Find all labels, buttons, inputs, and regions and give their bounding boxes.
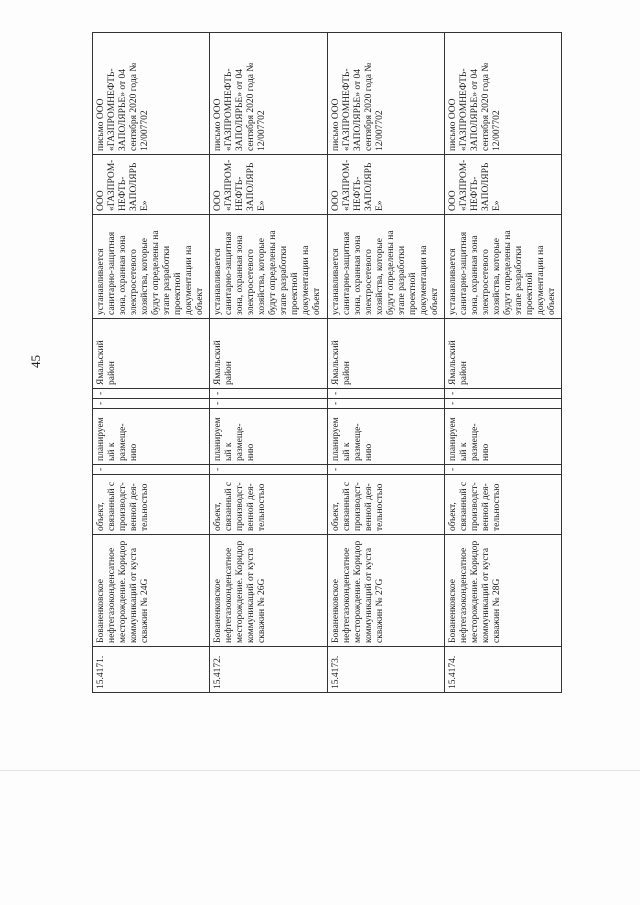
dash-cell: -	[327, 389, 444, 399]
object-name: Бованенковское нефтегазоконденсатное месторождение. Коридор коммуникаций от куста скважин № 24G	[93, 535, 210, 647]
zone-description: устанавливается санитарно-защитная зона, охранная зона электросетевого хозяйства, которые будут определены на этапе разработки проектной документации на объект	[327, 215, 444, 319]
zone-description: устанавливается санитарно-защитная зона, охранная зона электросетевого хозяйства, которые будут определены на этапе разработки проектной документации на объект	[210, 215, 327, 319]
organization: ООО «ГАЗПРОМ-НЕФТЬ-ЗАПОЛЯРЬЕ»	[93, 155, 210, 215]
object-name: Бованенковское нефтегазоконденсатное месторождение. Коридор коммуникаций от куста скважин № 27G	[327, 535, 444, 647]
object-status: планируемый к размеще-нию	[93, 409, 210, 465]
dash-cell: -	[327, 399, 444, 409]
dash-cell: -	[444, 399, 561, 409]
source-document: письмо ООО «ГАЗПРОМНЕФТЬ-ЗАПОЛЯРЬЕ» от 04 сентября 2020 года № 12/007702	[93, 33, 210, 155]
dash-cell: -	[210, 389, 327, 399]
dash-cell: -	[210, 399, 327, 409]
object-status: планируемый к размеще-нию	[444, 409, 561, 465]
source-document: письмо ООО «ГАЗПРОМНЕФТЬ-ЗАПОЛЯРЬЕ» от 04 сентября 2020 года № 12/007702	[327, 33, 444, 155]
dash-cell: -	[93, 399, 210, 409]
zone-description: устанавливается санитарно-защитная зона, охранная зона электросетевого хозяйства, которые будут определены на этапе разработки проектной документации на объект	[444, 215, 561, 319]
object-kind: объект, связанный с производст-венной дея-тельностью	[93, 475, 210, 535]
dash-cell: -	[93, 465, 210, 475]
object-name: Бованенковское нефтегазоконденсатное месторождение. Коридор коммуникаций от куста скважин № 26G	[210, 535, 327, 647]
organization: ООО «ГАЗПРОМ-НЕФТЬ-ЗАПОЛЯРЬЕ»	[210, 155, 327, 215]
source-document: письмо ООО «ГАЗПРОМНЕФТЬ-ЗАПОЛЯРЬЕ» от 04 сентября 2020 года № 12/007702	[444, 33, 561, 155]
table-row	[93, 33, 210, 693]
row-number: 15.4173.	[327, 647, 444, 693]
dash-cell: -	[93, 389, 210, 399]
organization: ООО «ГАЗПРОМ-НЕФТЬ-ЗАПОЛЯРЬЕ»	[444, 155, 561, 215]
row-number: 15.4172.	[210, 647, 327, 693]
object-status: планируемый к размеще-нию	[327, 409, 444, 465]
page-number: 45	[28, 355, 43, 368]
object-name: Бованенковское нефтегазоконденсатное месторождение. Коридор коммуникаций от куста скважин № 28G	[444, 535, 561, 647]
dash-cell: -	[444, 465, 561, 475]
object-kind: объект, связанный с производст-венной дея-тельностью	[210, 475, 327, 535]
object-region: Ямальский район	[210, 319, 327, 389]
object-region: Ямальский район	[93, 319, 210, 389]
zone-description: устанавливается санитарно-защитная зона, охранная зона электросетевого хозяйства, которые будут определены на этапе разработки проектной документации на объект	[93, 215, 210, 319]
table-row	[327, 33, 444, 693]
object-status: планируемый к размеще-нию	[210, 409, 327, 465]
object-region: Ямальский район	[444, 319, 561, 389]
object-kind: объект, связанный с производст-венной дея-тельностью	[444, 475, 561, 535]
object-kind: объект, связанный с производст-венной дея-тельностью	[327, 475, 444, 535]
dash-cell: -	[327, 465, 444, 475]
row-number: 15.4171.	[93, 647, 210, 693]
table-row	[444, 33, 561, 693]
row-number: 15.4174.	[444, 647, 561, 693]
scan-edge	[0, 770, 640, 771]
dash-cell: -	[444, 389, 561, 399]
table-row	[210, 33, 327, 693]
object-region: Ямальский район	[327, 319, 444, 389]
source-document: письмо ООО «ГАЗПРОМНЕФТЬ-ЗАПОЛЯРЬЕ» от 04 сентября 2020 года № 12/007702	[210, 33, 327, 155]
organization: ООО «ГАЗПРОМ-НЕФТЬ-ЗАПОЛЯРЬЕ»	[327, 155, 444, 215]
objects-table	[92, 32, 562, 693]
dash-cell: -	[210, 465, 327, 475]
table-container	[92, 33, 562, 693]
